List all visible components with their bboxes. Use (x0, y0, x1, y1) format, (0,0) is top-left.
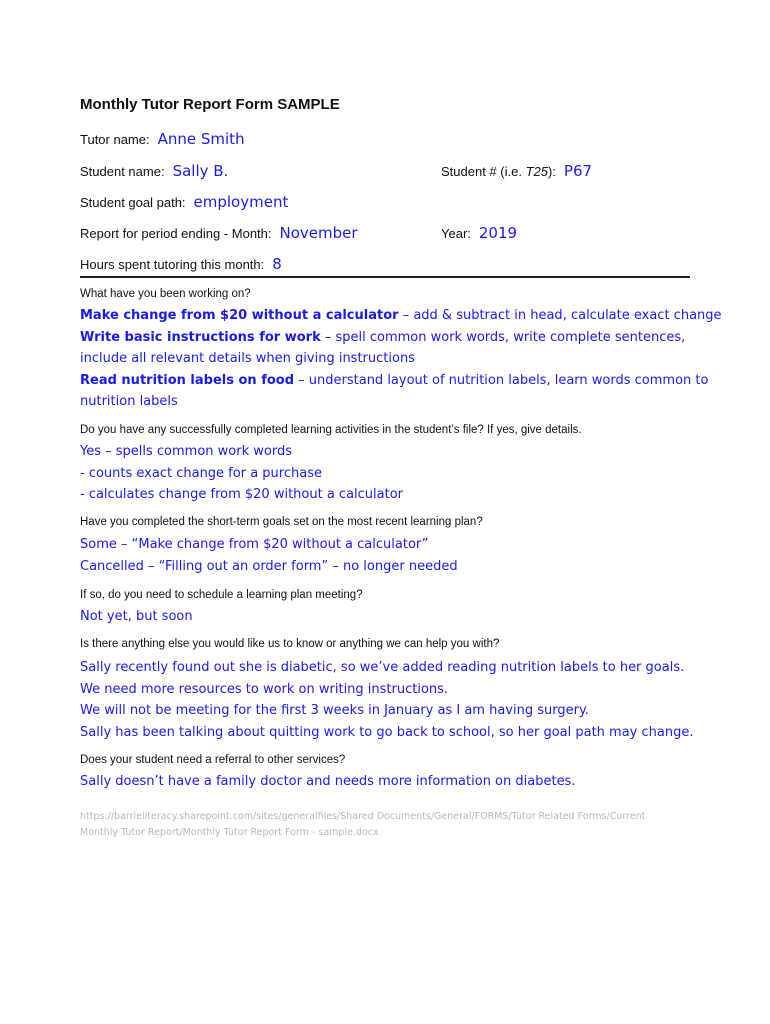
tutor-name-label: Tutor name: (80, 132, 150, 147)
student-name-label: Student name: (80, 164, 165, 179)
hours-value: 8 (272, 255, 282, 273)
goal-path-row (80, 193, 288, 211)
question-working-on: What have you been working on? (80, 288, 251, 300)
hours-row (80, 255, 282, 273)
answer-line: Yes – spells common work words (80, 444, 292, 459)
hours-label: Hours spent tutoring this month: (80, 257, 265, 272)
answer-line: Not yet, but soon (80, 609, 193, 624)
file-path-footer (80, 809, 680, 841)
student-name-row (80, 162, 228, 180)
answer-working-on (80, 305, 722, 413)
working-on-item: Write basic instructions for work – spell common work words, write complete sentences, (80, 329, 686, 345)
file-path-line: Monthly Tutor Report/Monthly Tutor Report Form - sample.docx (80, 827, 379, 838)
tutor-name-row (80, 130, 245, 148)
answer-line: Sally recently found out she is diabetic, so we’ve added reading nutrition labels to her goals. (80, 660, 685, 675)
working-on-item-cont: include all relevant details when giving instructions (80, 351, 415, 366)
year-row (441, 224, 517, 242)
answer-line: We will not be meeting for the first 3 weeks in January as I am having surgery. (80, 703, 589, 718)
answer-line: Cancelled – “Filling out an order form” – no longer needed (80, 558, 458, 574)
answer-line: - counts exact change for a purchase (80, 465, 322, 481)
period-label: Report for period ending - Month: (80, 226, 272, 241)
year-label: Year: (441, 226, 471, 241)
answer-line: Sally has been talking about quitting work to go back to school, so her goal path may change. (80, 724, 694, 740)
answer-line: - calculates change from $20 without a calculator (80, 487, 404, 502)
section-divider (80, 276, 690, 278)
period-row (80, 224, 358, 242)
working-on-item: Read nutrition labels on food – understand layout of nutrition labels, learn words common to (80, 372, 709, 388)
tutor-name-value: Anne Smith (157, 130, 245, 148)
student-number-value: P67 (563, 162, 593, 180)
answer-line: Sally doesn’t have a family doctor and needs more information on diabetes. (80, 774, 576, 789)
answer-anything-else (80, 657, 700, 743)
answer-learning-plan-meeting (80, 606, 700, 628)
answer-short-term-goals (80, 534, 700, 577)
year-value: 2019 (478, 224, 518, 242)
working-on-item-cont: nutrition labels (80, 394, 178, 409)
goal-path-value: employment (193, 193, 289, 211)
student-number-label: Student # (i.e. T25): (441, 164, 556, 179)
question-completed-activities: Do you have any successfully completed learning activities in the student’s file? If yes, give details. (80, 424, 582, 436)
student-number-row (441, 162, 592, 180)
goal-path-label: Student goal path: (80, 195, 186, 210)
answer-completed-activities (80, 441, 700, 506)
question-learning-plan-meeting: If so, do you need to schedule a learning plan meeting? (80, 589, 363, 601)
question-referral: Does your student need a referral to other services? (80, 754, 346, 766)
working-on-item: Make change from $20 without a calculator – add & subtract in head, calculate exact change (80, 308, 722, 323)
month-value: November (279, 224, 358, 242)
file-path-line: https://barrieliteracy.sharepoint.com/sites/generalfiles/Shared Documents/General/FORMS/Tutor Related Forms/Current (80, 811, 646, 822)
answer-referral (80, 771, 700, 793)
student-name-value: Sally B. (172, 162, 229, 180)
question-short-term-goals: Have you completed the short-term goals set on the most recent learning plan? (80, 516, 483, 528)
form-title: Monthly Tutor Report Form SAMPLE (80, 96, 340, 113)
answer-line: Some – “Make change from $20 without a calculator” (80, 537, 429, 552)
question-anything-else: Is there anything else you would like us to know or anything we can help you with? (80, 638, 500, 650)
answer-line: We need more resources to work on writing instructions. (80, 681, 449, 697)
